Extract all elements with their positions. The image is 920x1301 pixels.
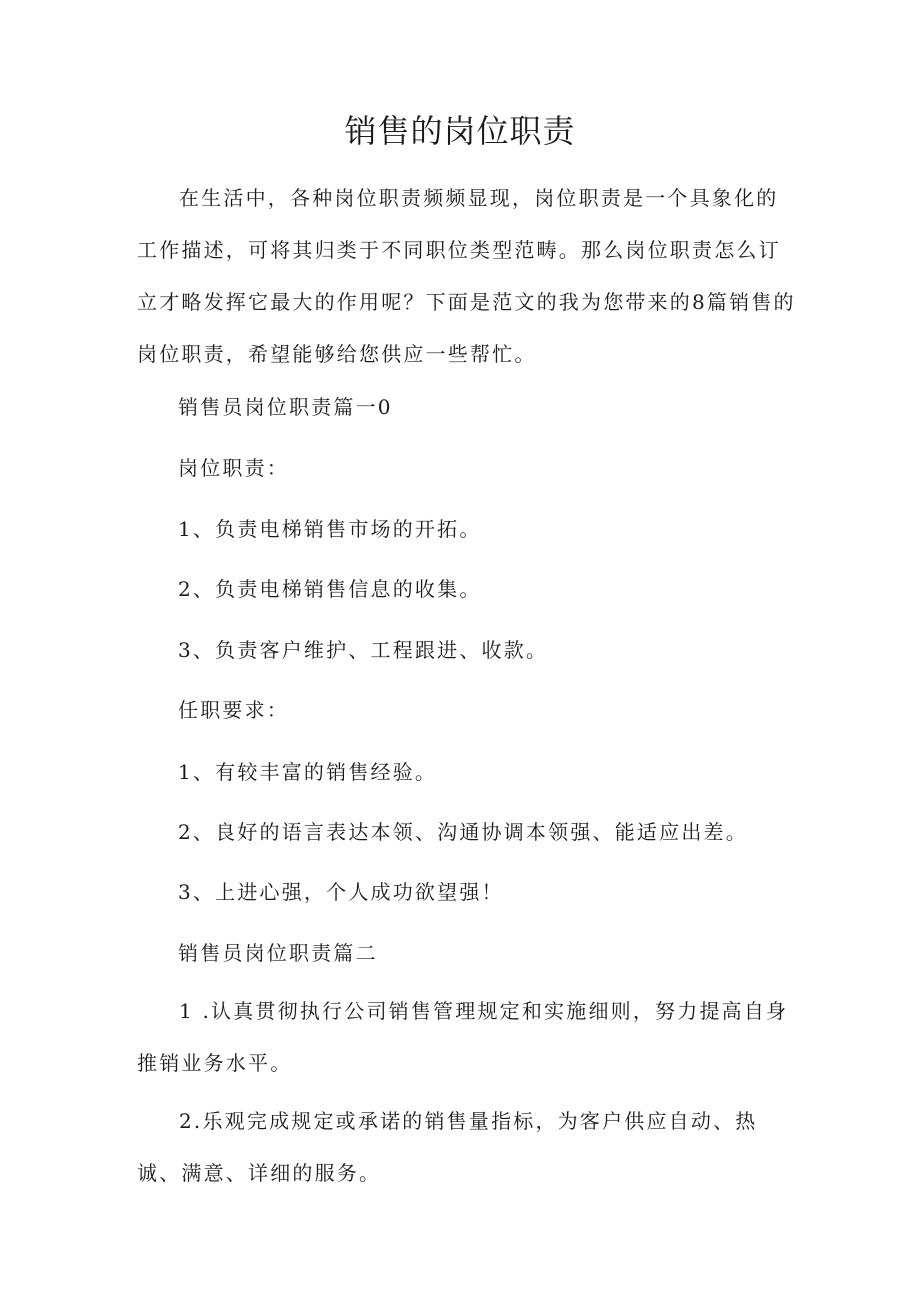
section2-item-1: 1 .认真贯彻执行公司销售管理规定和实施细则，努力提高自身推销业务水平。 [137, 999, 789, 1075]
section2-item-2: 2.乐观完成规定或承诺的销售量指标，为客户供应自动、热诚、满意、详细的服务。 [137, 1109, 758, 1185]
requirement-item-1: 1、有较丰富的销售经验。 [178, 760, 438, 784]
section1-heading: 销售员岗位职责篇一0 [178, 395, 393, 419]
requirement-item-3: 3、上进心强，个人成功欲望强！ [178, 880, 504, 904]
duty-item-1: 1、负责电梯销售市场的开拓。 [178, 517, 482, 541]
duty-item-3: 3、负责客户维护、工程跟进、收款。 [178, 638, 549, 662]
duties-label: 岗位职责： [178, 456, 289, 480]
document-title: 销售的岗位职责 [344, 112, 576, 150]
requirement-item-2: 2、良好的语言表达本领、沟通协调本领强、能适应出差。 [178, 820, 748, 844]
duty-item-2: 2、负责电梯销售信息的收集。 [178, 577, 482, 601]
intro-paragraph: 在生活中，各种岗位职责频频显现，岗位职责是一个具象化的工作描述，可将其归类于不同职位类型范畴。那么岗位职责怎么订立才略发挥它最大的作用呢？下面是范文的我为您带来的8篇销售的岗位职责，希望能够给您供应一些帮忙。 [137, 186, 796, 366]
section2-heading: 销售员岗位职责篇二 [178, 941, 378, 965]
requirements-label: 任职要求： [178, 698, 289, 722]
